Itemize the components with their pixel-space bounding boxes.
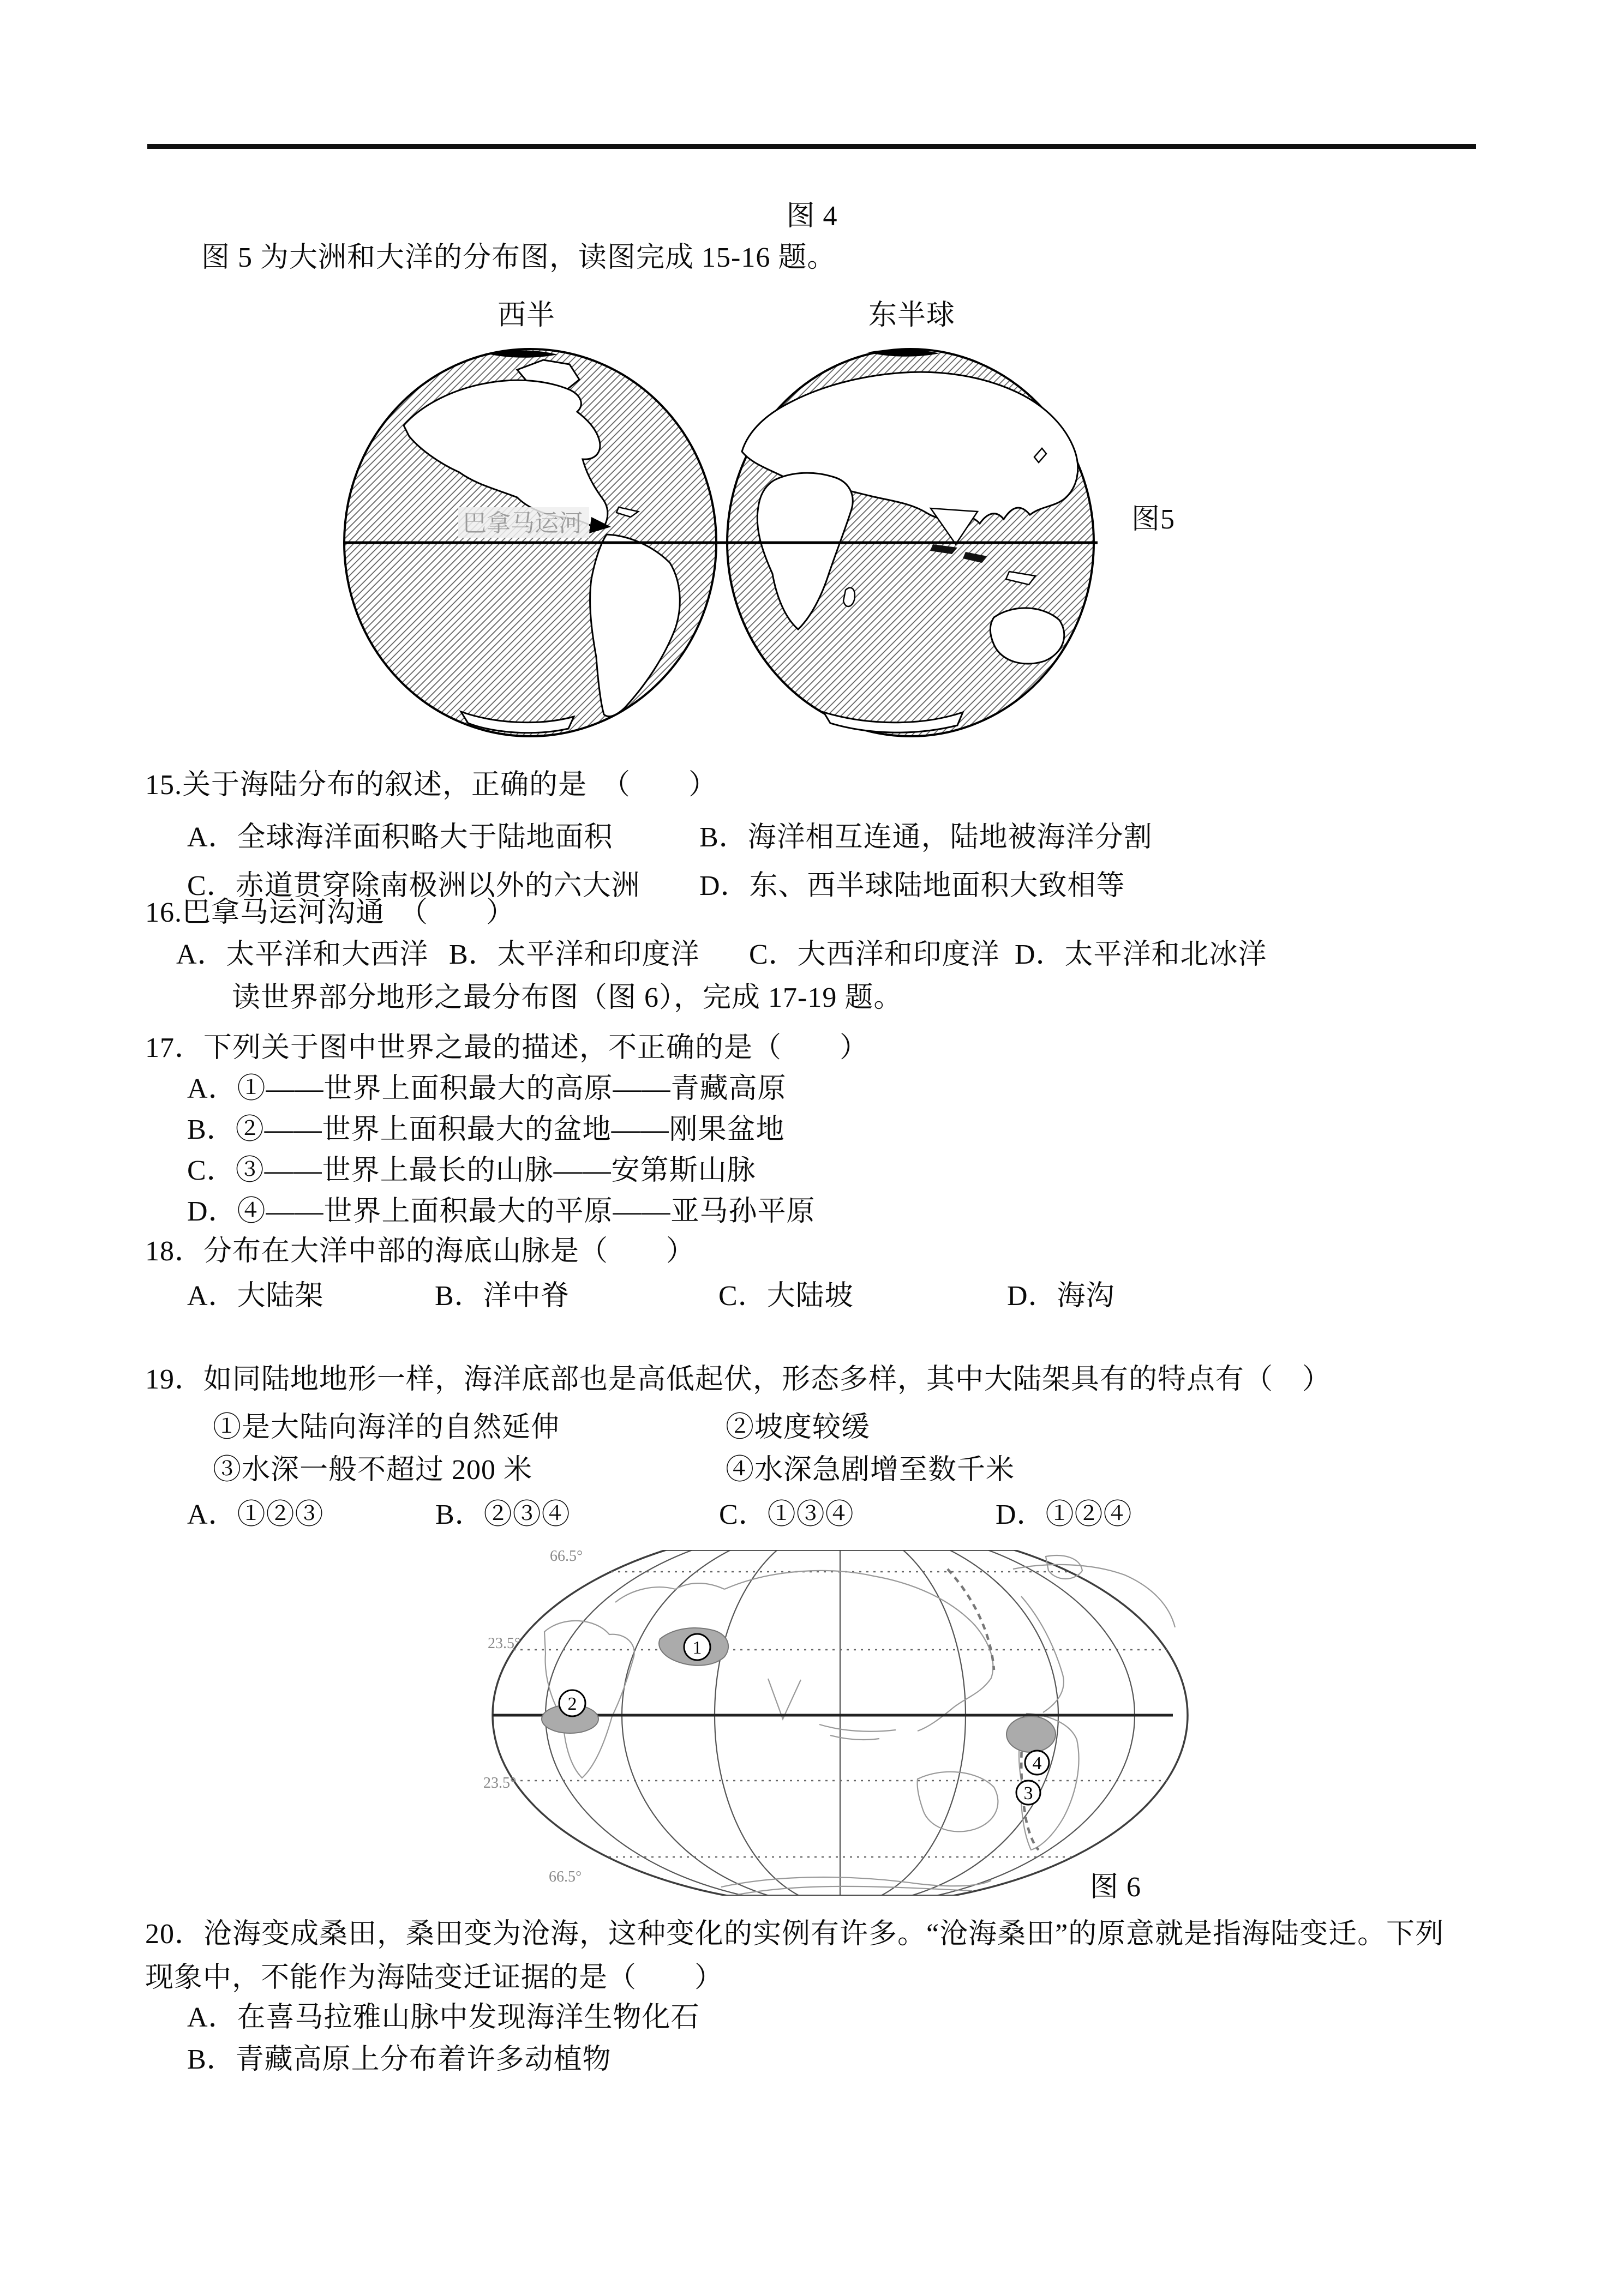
q16-option-d: D．太平洋和北冰洋 — [1015, 939, 1267, 970]
q17-stem: 17．下列关于图中世界之最的描述，不正确的是（ ） — [145, 1032, 869, 1063]
q15-option-d: D．东、西半球陆地面积大致相等 — [699, 870, 1125, 901]
q18-option-b: B．洋中脊 — [435, 1281, 570, 1312]
q20-option-b: B．青藏高原上分布着许多动植物 — [187, 2044, 612, 2075]
q15-stem: 15.关于海陆分布的叙述，正确的是 （ ） — [145, 770, 718, 801]
fig4-caption: 图 4 — [786, 201, 838, 232]
q18-option-a: A．大陆架 — [187, 1281, 324, 1312]
marker-2-basin — [559, 1690, 585, 1716]
q17-option-a: A．①——世界上面积最大的高原——青藏高原 — [187, 1073, 787, 1104]
q17-option-c: C．③——世界上最长的山脉——安第斯山脉 — [187, 1155, 756, 1186]
page-top-rule — [147, 144, 1476, 149]
q17-option-d: D．④——世界上面积最大的平原——亚马孙平原 — [187, 1196, 816, 1227]
intro-15-16: 图 5 为大洲和大洋的分布图，读图完成 15-16 题。 — [201, 242, 836, 273]
fig5-caption: 图5 — [1131, 504, 1176, 535]
panama-canal-annotation — [458, 507, 611, 538]
intro-17-19: 读世界部分地形之最分布图（图 6），完成 17-19 题。 — [232, 982, 903, 1013]
plain-region-shade — [1006, 1716, 1056, 1752]
q15-option-c: C．赤道贯穿除南极洲以外的六大洲 — [187, 870, 640, 901]
q19-option-b: B．②③④ — [435, 1499, 571, 1530]
q17-option-b: B．②——世界上面积最大的盆地——刚果盆地 — [187, 1114, 785, 1145]
q19-item-3: ③水深一般不超过 200 米 — [213, 1454, 533, 1486]
marker-3-mountains — [1016, 1781, 1040, 1805]
q16-option-c: C．大西洋和印度洋 — [749, 939, 1000, 970]
q18-option-c: C．大陆坡 — [718, 1281, 854, 1312]
q16-option-b: B．太平洋和印度洋 — [449, 939, 700, 970]
q19-stem: 19．如同陆地地形一样，海洋底部也是高低起伏，形态多样，其中大陆架具有的特点有（ ） — [145, 1364, 1332, 1395]
panama-canal-label: 巴拿马运河 — [463, 510, 583, 537]
q16-option-a: A．太平洋和大西洋 — [176, 939, 429, 970]
marker-4-plain — [1025, 1751, 1049, 1775]
svg-text:3: 3 — [1023, 1783, 1033, 1804]
lat-label-lower: 23.5° — [483, 1775, 517, 1792]
svg-text:2: 2 — [567, 1694, 577, 1714]
svg-text:4: 4 — [1032, 1753, 1042, 1774]
fig5-west-hemisphere-label: 西半 — [498, 300, 556, 331]
lat-label-upper: 23.5° — [488, 1635, 521, 1652]
australia-shape — [990, 608, 1064, 664]
q15-option-a: A．全球海洋面积略大于陆地面积 — [187, 822, 613, 853]
q19-option-d: D．①②④ — [996, 1499, 1132, 1530]
q18-stem: 18．分布在大洋中部的海底山脉是（ ） — [145, 1236, 696, 1267]
lat-label-top: 66.5° — [550, 1548, 583, 1565]
q19-item-1: ①是大陆向海洋的自然延伸 — [213, 1412, 560, 1443]
madagascar-shape — [843, 588, 855, 606]
q19-item-2: ②坡度较缓 — [726, 1412, 871, 1443]
q18-option-d: D．海沟 — [1007, 1281, 1115, 1312]
fig5-east-hemisphere-label: 东半球 — [868, 300, 956, 331]
q19-option-c: C．①③④ — [719, 1499, 854, 1530]
fig6-world-landforms-map — [480, 1538, 1211, 1920]
q19-option-a: A．①②③ — [187, 1499, 324, 1530]
q20-stem-line1: 20．沧海变成桑田，桑田变为沧海，这种变化的实例有许多。“沧海桑田”的原意就是指海陆变迁。下列 — [145, 1919, 1445, 1950]
fig5-hemispheres-map — [305, 327, 1233, 764]
lat-label-bottom: 66.5° — [549, 1868, 582, 1885]
south-america-shape — [590, 534, 680, 717]
fig6-caption: 图 6 — [1090, 1872, 1142, 1903]
q20-option-a: A．在喜马拉雅山脉中发现海洋生物化石 — [187, 2002, 700, 2033]
q15-option-b: B．海洋相互连通，陆地被海洋分割 — [699, 822, 1153, 853]
q16-stem: 16.巴拿马运河沟通 （ ） — [145, 897, 516, 928]
q19-item-4: ④水深急剧增至数千米 — [726, 1454, 1015, 1486]
svg-text:1: 1 — [692, 1638, 702, 1658]
q20-stem-line2: 现象中，不能作为海陆变迁证据的是（ ） — [145, 1962, 724, 1993]
marker-1-plateau — [684, 1634, 710, 1660]
